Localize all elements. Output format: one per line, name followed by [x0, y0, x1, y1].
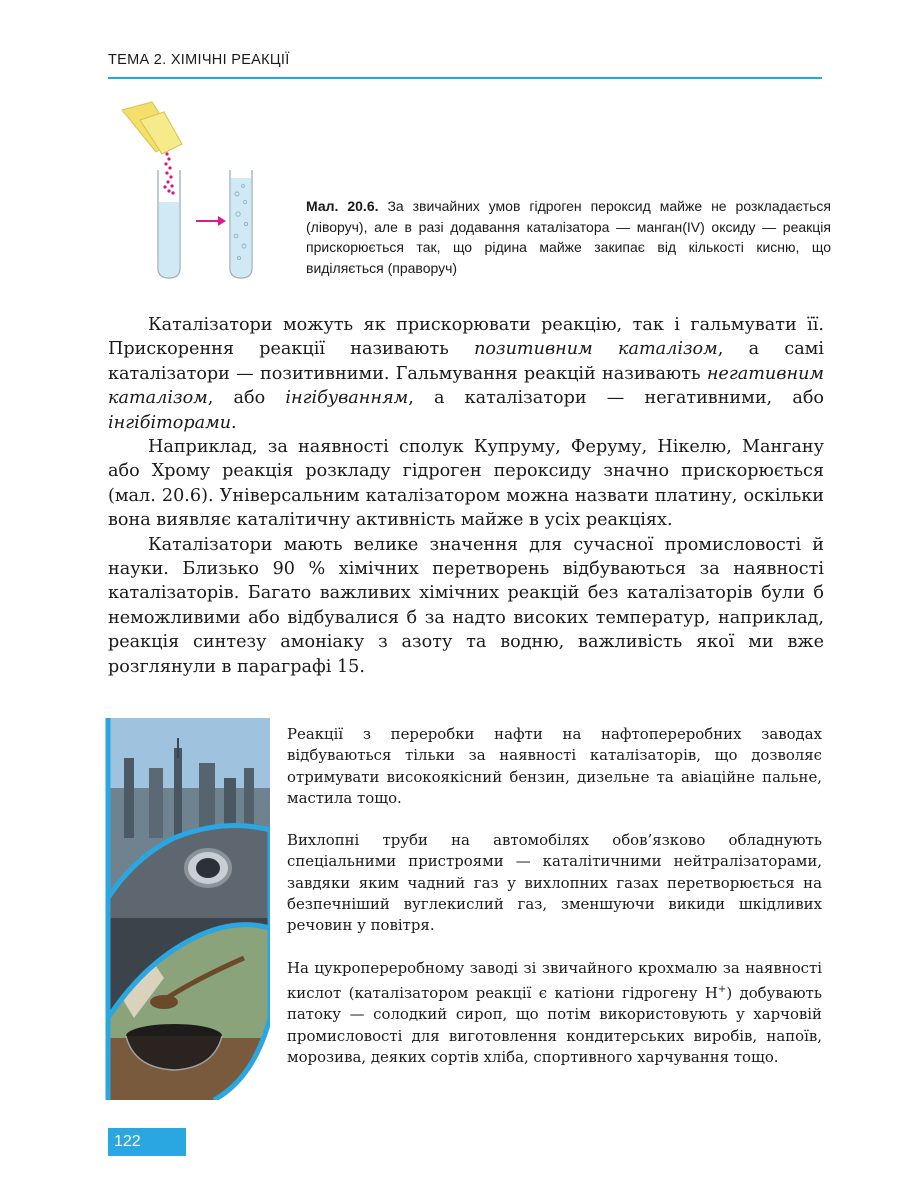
figure-caption	[306, 196, 831, 278]
text-run: , а каталізатори — негативними, або	[408, 388, 824, 409]
paragraph-examples: Наприклад, за наявності сполук Купруму, Феруму, Нікелю, Мангану або Хрому реакція розкладу гідроген пероксиду значно прискорюється (мал. 20.6). Універсальним каталізатором можна назвати платину, оскільки вона виявляє каталітичну активність майже в усіх реакціях.	[108, 437, 824, 531]
text-run: Каталізатори можуть як прискорювати реакцію, так і гальмувати її. Прискорення реакції називають	[108, 315, 824, 360]
page-number: 122	[108, 1128, 186, 1156]
paragraph-industry: Каталізатори мають велике значення для сучасної промисловості й науки. Близько 90 % хімічних перетворень відбуваються за наявності каталізаторів. Багато важливих хімічних реакцій без каталізаторів були б неможливими або відбувалися б за надто високих температур, наприклад, реакція синтезу амоніаку з азоту та водню, важливість якої ми вже розглянули в параграфі 15.	[108, 534, 824, 677]
term-negative-catalysis: негативним каталізом	[108, 363, 824, 409]
main-text	[108, 313, 824, 679]
sidebar-oil-refining: Реакції з переробки нафти на нафтопереробних заводах відбуваються тільки за наявності каталізаторів, що дозволяє отримувати високоякісний бензин, дизельне та авіаційне пальне, мастила тощо.	[287, 725, 822, 807]
text-run: ) добувають патоку — солодкий сироп, що потім використовують у харчовій промисловості для виготовлення кондитерських виробів, напоїв, морозива, деяких сортів хліба, спортивного харчування тощо.	[287, 983, 822, 1066]
sidebar-text	[287, 724, 822, 1089]
term-inhibitors: інгібіторами	[108, 412, 232, 433]
figure-caption-text: За звичайних умов гідроген пероксид майже не розкладається (ліворуч), але в разі додавання каталізатора — манган(IV) оксиду — реакція прискорюється так, що рідина майже закипає від кількості кисню, що виділяється (праворуч)	[306, 198, 831, 276]
header-divider	[108, 77, 822, 79]
text-run: На цукропереробному заводі зі звичайного крохмалю за наявності кислот (каталізатором реакції є катіони гідрогену H	[287, 958, 822, 1002]
sidebar-syrup	[287, 958, 822, 1068]
sidebar-catalytic-converters: Вихлопні труби на автомобілях обов’язково обладнують спеціальними пристроями — каталітичними нейтралізаторами, завдяки яким чадний газ у вихлопних газах перетворюється на безпечніший вуглекислий газ, зменшуючи викиди шкідливих речовин у повітря.	[287, 831, 822, 935]
term-positive-catalysis: позитивним каталізом	[474, 339, 718, 360]
paragraph-catalysts	[108, 313, 824, 435]
text-run: .	[231, 412, 237, 433]
figure-caption-label: Мал. 20.6.	[306, 198, 379, 214]
text-run: , а самі каталізатори — позитивними. Гальмування реакцій називають	[108, 339, 824, 384]
industry-photo-collage	[104, 718, 270, 1100]
test-tubes-illustration	[112, 98, 292, 288]
superscript-charge: +	[717, 983, 727, 995]
text-run: , або	[207, 388, 286, 409]
term-inhibition: інгібуванням	[285, 388, 409, 409]
section-header: ТЕМА 2. ХІМІЧНІ РЕАКЦІЇ	[108, 52, 290, 68]
